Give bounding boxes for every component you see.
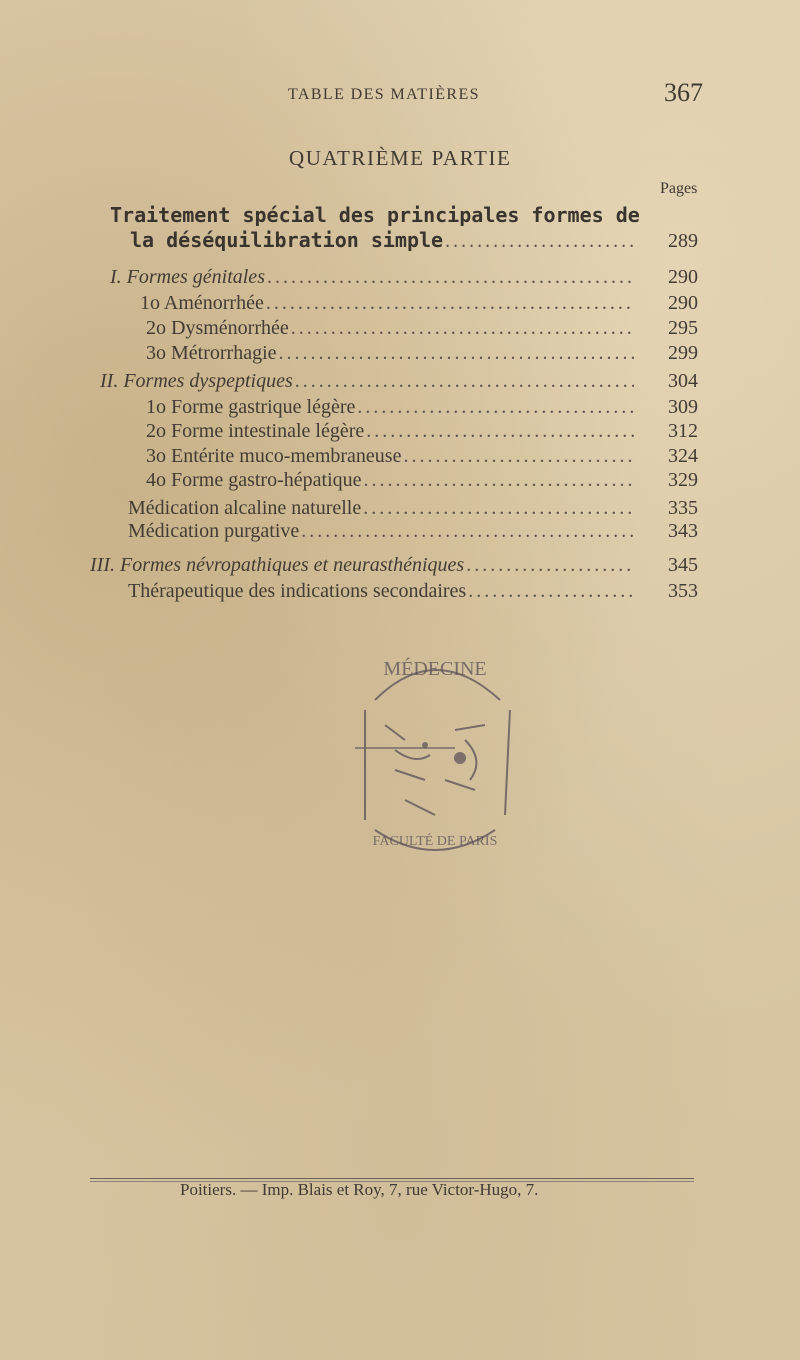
dot-leader bbox=[267, 266, 634, 289]
section-title-entry bbox=[130, 228, 638, 252]
toc-entry-label: 1o Forme gastrique légère bbox=[146, 396, 356, 418]
toc-entry-metrorrhagie bbox=[146, 342, 698, 366]
library-stamp bbox=[335, 630, 535, 870]
toc-entry-label: Médication purgative bbox=[128, 520, 300, 542]
toc-entry-label: I. Formes génitales bbox=[110, 266, 265, 288]
toc-entry-label: 3o Entérite muco-membraneuse bbox=[146, 445, 402, 467]
toc-entry-dysmenorrhee bbox=[146, 317, 698, 341]
dot-leader bbox=[357, 396, 634, 419]
dot-leader bbox=[291, 317, 634, 340]
toc-entry-page: 353 bbox=[668, 580, 698, 602]
dot-leader bbox=[279, 342, 634, 365]
toc-entry-therapeutique bbox=[128, 580, 698, 604]
toc-entry-page: 304 bbox=[668, 370, 698, 392]
dot-leader bbox=[295, 370, 634, 393]
toc-entry-formes-dyspeptiques bbox=[100, 370, 698, 394]
toc-entry-label: 2o Forme intestinale légère bbox=[146, 420, 365, 442]
toc-entry-label: 2o Dysménorrhée bbox=[146, 317, 289, 339]
toc-entry-formes-nevropathiques bbox=[90, 554, 698, 578]
toc-entry-medication-purgative bbox=[128, 520, 698, 544]
toc-entry-enterite bbox=[146, 445, 698, 469]
stamp-text-top: MÉDECINE bbox=[383, 658, 487, 680]
toc-entry-label: 1o Aménorrhée bbox=[140, 292, 264, 314]
toc-entry-medication-alcaline bbox=[128, 497, 698, 521]
dot-leader bbox=[301, 520, 634, 543]
dot-leader bbox=[468, 580, 634, 603]
toc-entry-forme-gastrique bbox=[146, 396, 698, 420]
toc-entry-page: 329 bbox=[668, 469, 698, 491]
toc-entry-page: 343 bbox=[668, 520, 698, 542]
toc-entry-label: II. Formes dyspeptiques bbox=[100, 370, 293, 392]
pages-column-label: Pages bbox=[660, 180, 698, 197]
toc-entry-page: 309 bbox=[668, 396, 698, 418]
toc-entry-page: 299 bbox=[668, 342, 698, 364]
dot-leader bbox=[364, 469, 635, 492]
toc-entry-label: 4o Forme gastro-hépatique bbox=[146, 469, 362, 491]
toc-entry-page: 345 bbox=[668, 554, 698, 576]
dot-leader bbox=[366, 420, 634, 443]
toc-entry-label: III. Formes névropathiques et neurasthéniques bbox=[90, 554, 465, 576]
dot-leader bbox=[266, 292, 634, 315]
toc-entry-page: 290 bbox=[668, 266, 698, 288]
toc-entry-page: 295 bbox=[668, 317, 698, 339]
page-number: 367 bbox=[664, 78, 703, 107]
section-title-line-1: Traitement spécial des principales formes de bbox=[110, 203, 640, 227]
toc-entry-label: Médication alcaline naturelle bbox=[128, 497, 362, 519]
footer-rule bbox=[90, 1178, 694, 1179]
toc-entry-label: 3o Métrorrhagie bbox=[146, 342, 277, 364]
toc-entry-page: 290 bbox=[668, 292, 698, 314]
running-head: TABLE DES MATIÈRES bbox=[288, 86, 480, 103]
toc-entry-amenorrhee bbox=[140, 292, 698, 316]
toc-entry-page: 324 bbox=[668, 445, 698, 467]
section-title-line-2: la déséquilibration simple bbox=[130, 228, 444, 252]
toc-entry-formes-genitales bbox=[110, 266, 698, 290]
toc-entry-forme-gastro-hepatique bbox=[146, 469, 698, 493]
toc-entry-label: Thérapeutique des indications secondaires bbox=[128, 580, 467, 602]
dot-leader bbox=[403, 445, 634, 468]
dot-leader bbox=[445, 230, 634, 253]
toc-entry-forme-intestinale bbox=[146, 420, 698, 444]
printer-imprint: Poitiers. — Imp. Blais et Roy, 7, rue Victor-Hugo, 7. bbox=[180, 1180, 539, 1199]
stamp-text-bottom: FACULTÉ DE PARIS bbox=[372, 834, 498, 849]
dot-leader bbox=[363, 497, 634, 520]
toc-entry-page: 312 bbox=[668, 420, 698, 442]
dot-leader bbox=[466, 554, 634, 577]
part-title: QUATRIÈME PARTIE bbox=[289, 146, 512, 170]
toc-entry-page: 335 bbox=[668, 497, 698, 519]
section-page-number: 289 bbox=[668, 230, 698, 252]
